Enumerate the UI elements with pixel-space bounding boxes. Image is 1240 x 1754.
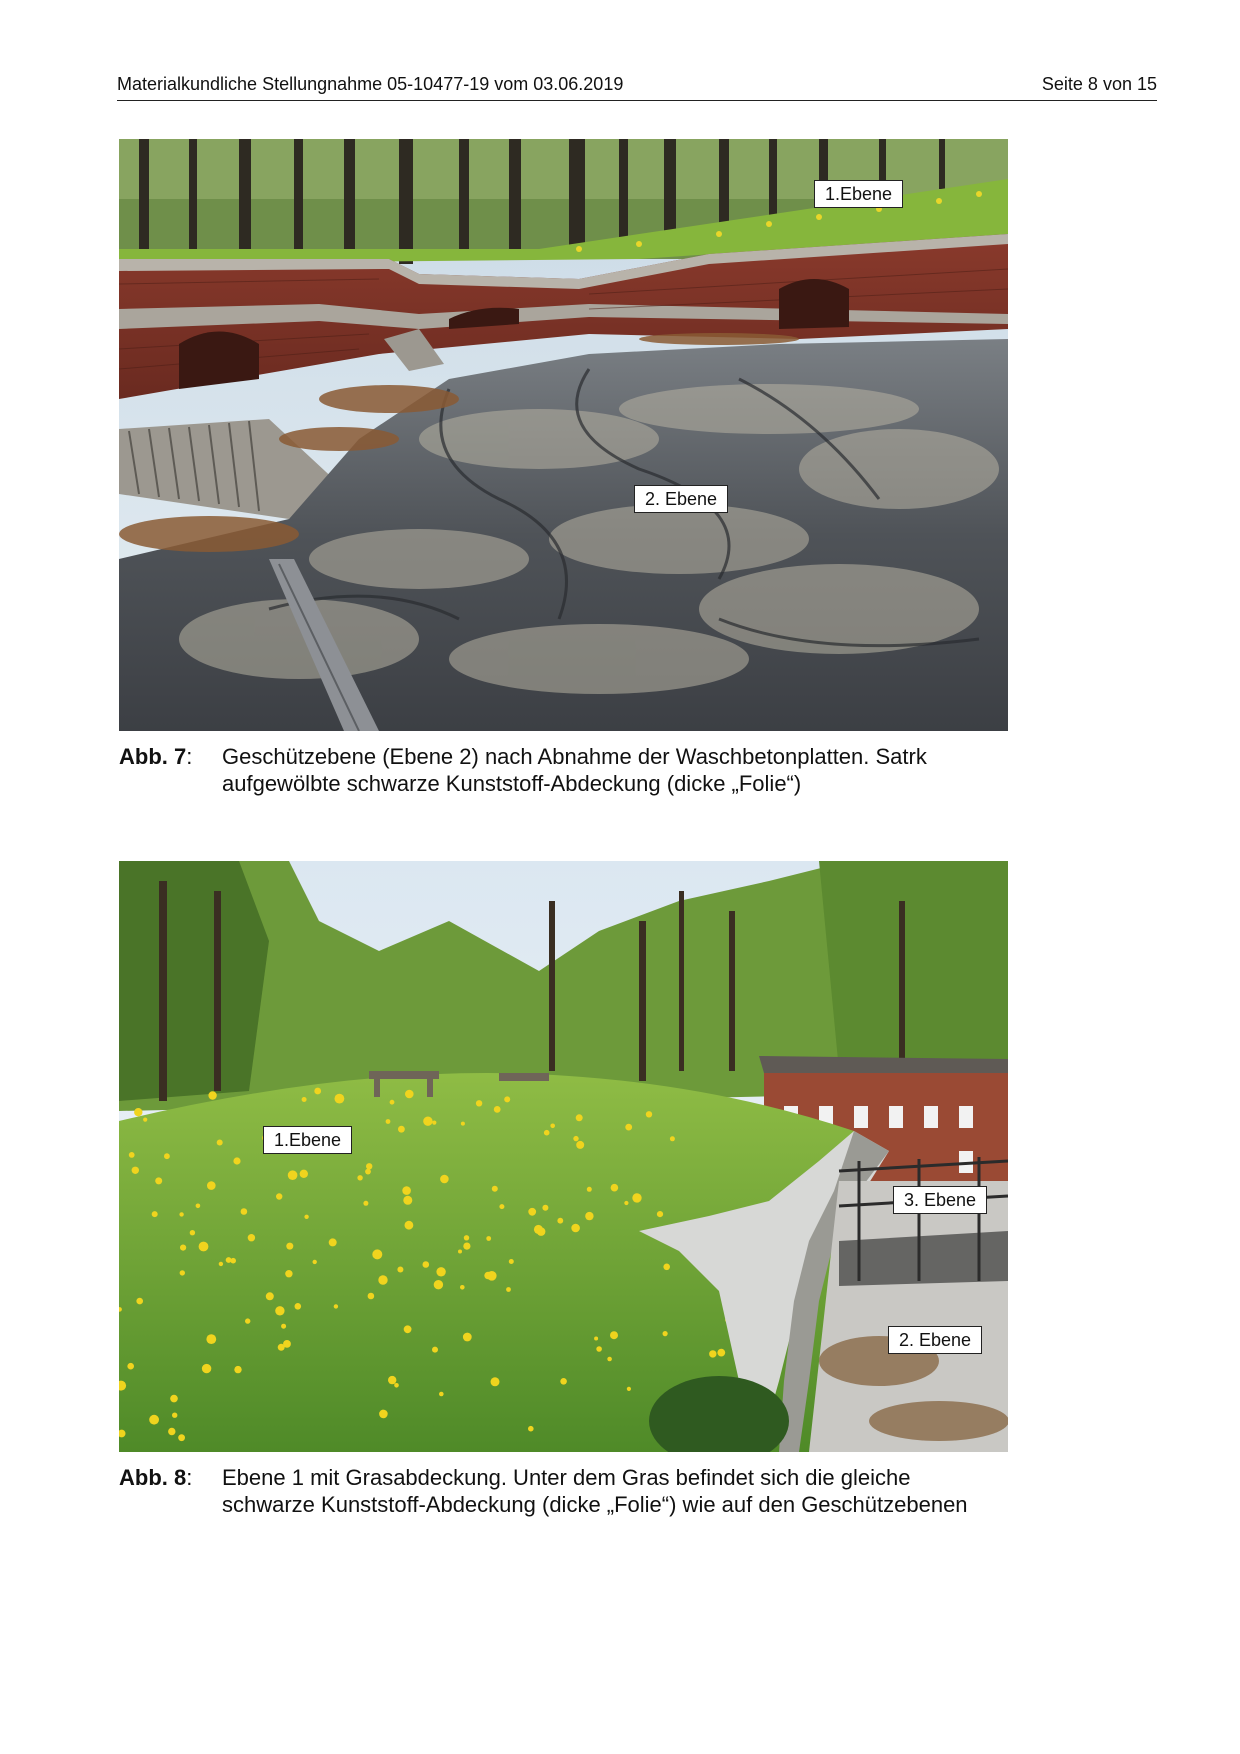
page-number: Seite 8 von 15	[1041, 74, 1157, 94]
photo-grass-level-illustration	[119, 861, 1008, 1452]
photo-label-level-1: 1.Ebene	[814, 180, 903, 208]
figure-caption-7	[119, 743, 1019, 803]
photo-label-level-1: 1.Ebene	[263, 1126, 352, 1154]
caption-text: Ebene 1 mit Grasabdeckung. Unter dem Gras befindet sich die gleiche schwarze Kunststoff-Abdeckung (dicke „Folie“) wie auf den Geschützebenen	[222, 1465, 968, 1517]
photo-grass-level	[119, 861, 1008, 1452]
caption-number: Abb. 7:	[119, 744, 193, 769]
caption-text: Geschützebene (Ebene 2) nach Abnahme der Waschbetonplatten. Satrk aufgewölbte schwarze Kunststoff-Abdeckung (dicke „Folie“)	[222, 744, 927, 796]
page-header	[117, 72, 1157, 101]
photo-label-level-3: 3. Ebene	[893, 1186, 987, 1214]
photo-label-level-2: 2. Ebene	[634, 485, 728, 513]
caption-number: Abb. 8:	[119, 1465, 193, 1490]
figure-caption-8	[119, 1464, 1019, 1524]
photo-gun-platform-illustration	[119, 139, 1008, 731]
photo-gun-platform	[119, 139, 1008, 731]
document-reference: Materialkundliche Stellungnahme 05-10477-19 vom 03.06.2019	[117, 74, 624, 94]
photo-label-level-2: 2. Ebene	[888, 1326, 982, 1354]
